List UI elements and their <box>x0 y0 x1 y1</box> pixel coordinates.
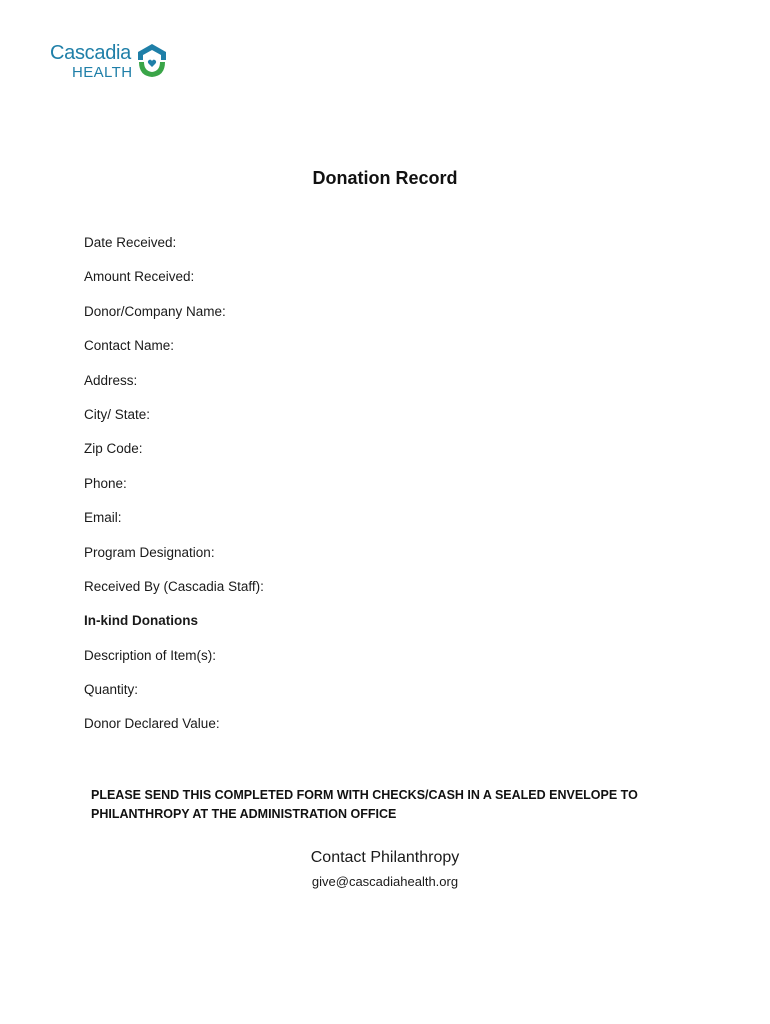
logo-name: Cascadia <box>50 42 131 64</box>
field-quantity: Quantity: <box>84 682 139 698</box>
field-address: Address: <box>84 372 138 388</box>
contact-heading: Contact Philanthropy <box>310 849 460 866</box>
field-amount-received: Amount Received: <box>84 269 195 285</box>
section-heading-in-kind-donations: In-kind Donations <box>84 613 198 629</box>
field-description-of-items: Description of Item(s): <box>84 647 217 663</box>
form-fields <box>84 234 264 750</box>
field-received-by: Received By (Cascadia Staff): <box>84 578 264 594</box>
document-title: Donation Record <box>312 168 458 188</box>
field-donor-company-name: Donor/Company Name: <box>84 303 226 319</box>
field-email: Email: <box>84 510 122 526</box>
logo-subtitle: HEALTH <box>72 64 133 81</box>
field-program-designation: Program Designation: <box>84 544 215 560</box>
field-zip-code: Zip Code: <box>84 441 143 457</box>
field-date-received: Date Received: <box>84 235 177 250</box>
cascadia-health-logo <box>50 40 180 84</box>
field-city-state: City/ State: <box>84 406 151 422</box>
submission-notice: PLEASE SEND THIS COMPLETED FORM WITH CHECKS/CASH IN A SEALED ENVELOPE TO PHILANTHROPY AT THE ADMINISTRATION OFFICE <box>91 788 638 821</box>
field-donor-declared-value: Donor Declared Value: <box>84 716 220 732</box>
field-phone: Phone: <box>84 475 127 491</box>
house-heart-icon <box>136 43 168 79</box>
field-contact-name: Contact Name: <box>84 338 175 354</box>
contact-email: give@cascadiahealth.org <box>311 874 459 889</box>
